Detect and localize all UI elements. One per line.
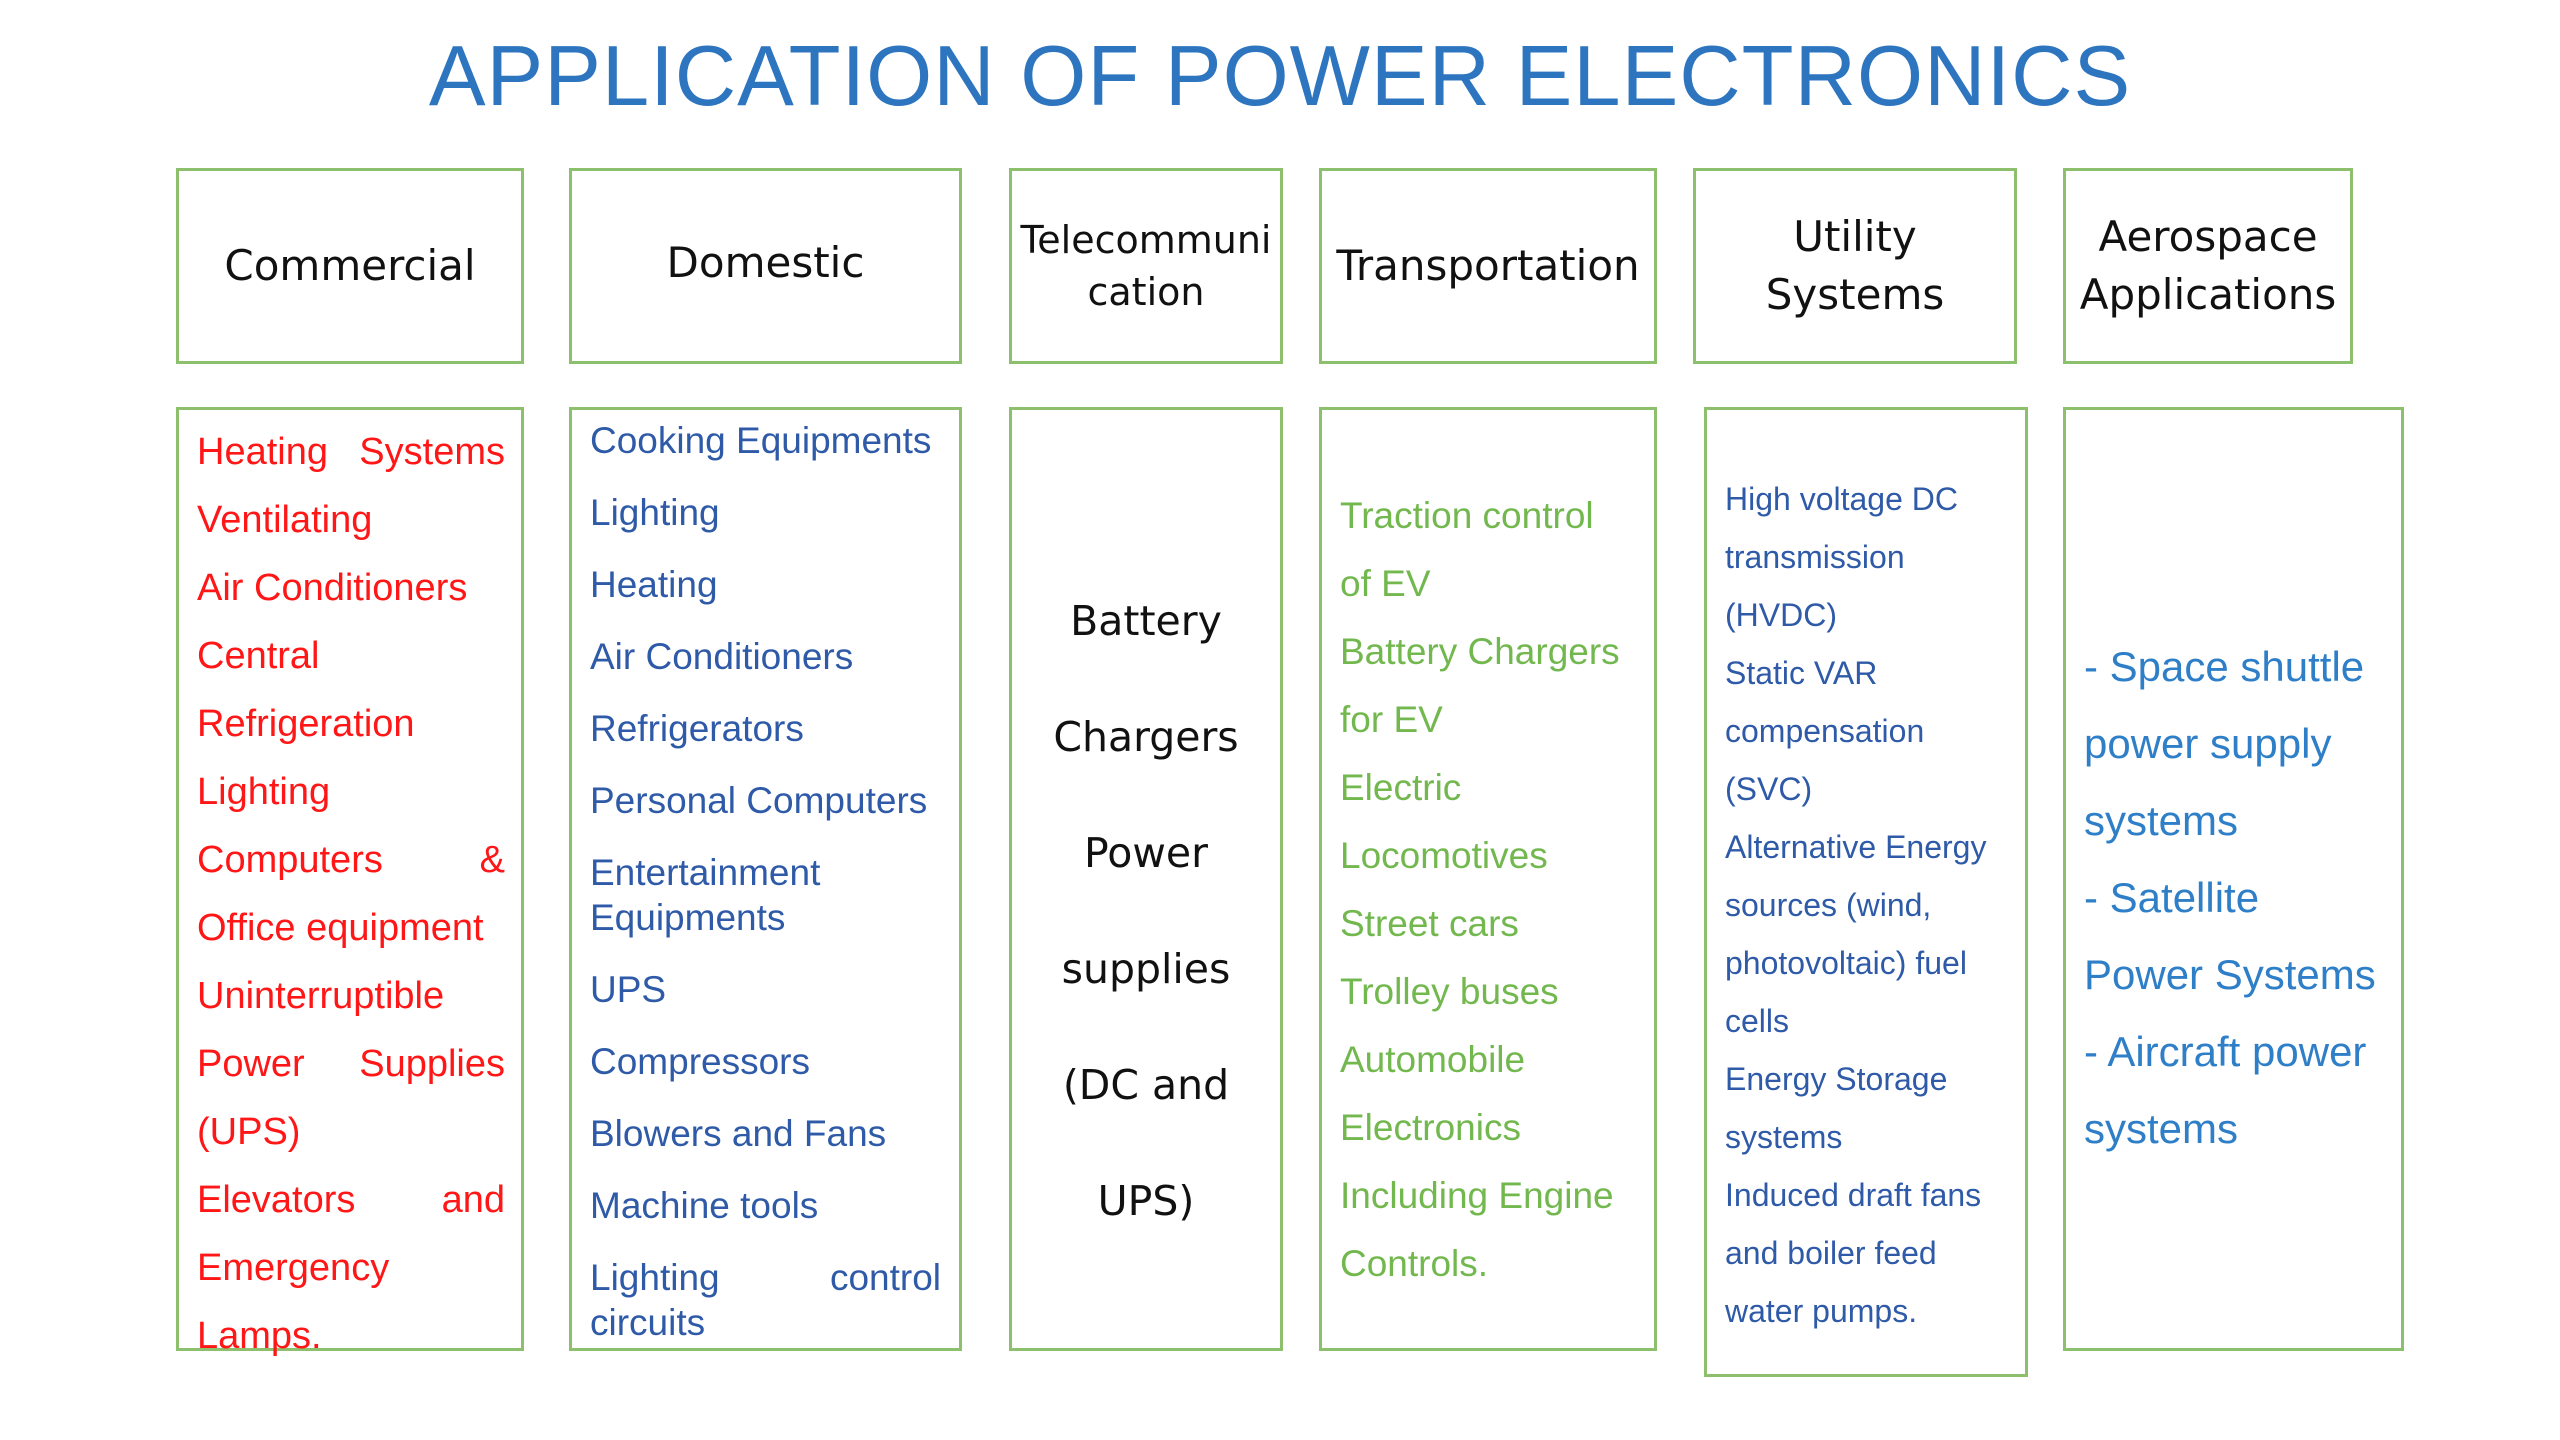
domestic-list: [569, 407, 962, 1351]
header-telecom: [1009, 168, 1283, 364]
aerospace-line: Power Systems: [2084, 951, 2376, 998]
transportation-line: for EV: [1340, 699, 1443, 740]
commercial-item: [197, 690, 505, 758]
commercial-item-text: Heating: [197, 431, 328, 473]
transportation-line: Street cars: [1340, 903, 1519, 944]
commercial-item-text: Refrigeration: [197, 703, 415, 745]
commercial-item-text: Emergency: [197, 1247, 390, 1289]
domestic-item-text: Lighting: [590, 1257, 720, 1298]
commercial-item: [197, 1234, 505, 1302]
domestic-item: [590, 967, 941, 1012]
transportation-line: Electric: [1340, 767, 1462, 808]
header-transportation: [1319, 168, 1657, 364]
commercial-item-text: (UPS): [197, 1111, 301, 1153]
aerospace-list: [2063, 407, 2404, 1351]
header-aerospace-label: Aerospace Applications: [2079, 212, 2337, 319]
commercial-item-text: &: [479, 839, 505, 881]
domestic-item-text: Heating: [590, 564, 718, 605]
commercial-item: [197, 826, 505, 894]
header-domestic: [569, 168, 962, 364]
domestic-item: [590, 1183, 941, 1228]
domestic-item: [590, 562, 941, 607]
domestic-item-text: Lighting: [590, 492, 720, 533]
domestic-item: [590, 1111, 941, 1156]
domestic-item-text: Compressors: [590, 1041, 810, 1082]
transportation-line: of EV: [1340, 563, 1431, 604]
telecom-line: UPS): [1097, 1177, 1195, 1225]
transportation-list: [1319, 407, 1657, 1351]
utility-line: water pumps.: [1725, 1293, 1918, 1329]
transportation-line: Traction control: [1340, 495, 1594, 536]
commercial-list: [176, 407, 524, 1357]
utility-line: High voltage DC: [1725, 481, 1958, 517]
domestic-item: [590, 1300, 941, 1345]
commercial-item: [197, 486, 505, 554]
header-telecom-label: Telecommuni cation: [1020, 218, 1272, 314]
transportation-line: Controls.: [1340, 1243, 1489, 1284]
utility-line: cells: [1725, 1003, 1790, 1039]
utility-line: photovoltaic) fuel: [1725, 945, 1967, 981]
domestic-item-text: control: [829, 1257, 941, 1298]
utility-line: compensation: [1725, 713, 1925, 749]
commercial-item: [197, 962, 505, 1030]
commercial-item-text: Systems: [359, 431, 505, 473]
domestic-item-text: UPS: [590, 969, 667, 1010]
commercial-item: [197, 554, 505, 622]
aerospace-line: - Aircraft power: [2084, 1028, 2367, 1075]
domestic-item-text: Refrigerators: [590, 708, 804, 749]
domestic-item: [590, 634, 941, 679]
utility-line: Induced draft fans: [1725, 1177, 1982, 1213]
header-utility: [1693, 168, 2017, 364]
telecom-list: [1009, 407, 1283, 1351]
domestic-item: [590, 850, 941, 940]
domestic-item-text: Air Conditioners: [590, 636, 854, 677]
aerospace-line: systems: [2084, 1105, 2239, 1152]
commercial-item: [197, 1098, 505, 1166]
domestic-item-text: Entertainment Equipments: [590, 852, 821, 938]
utility-line: (HVDC): [1725, 597, 1837, 633]
transportation-line: Electronics: [1340, 1107, 1521, 1148]
commercial-item: [197, 622, 505, 690]
aerospace-line: systems: [2084, 797, 2239, 844]
utility-line: sources (wind,: [1725, 887, 1932, 923]
commercial-item: [197, 894, 505, 962]
header-commercial-label: Commercial: [224, 241, 476, 290]
utility-line: Energy Storage: [1725, 1061, 1948, 1097]
utility-line: Alternative Energy: [1725, 829, 1987, 865]
commercial-item-text: Central: [197, 635, 320, 677]
utility-line: systems: [1725, 1119, 1843, 1155]
domestic-item: [590, 1039, 941, 1084]
domestic-item-text: circuits: [590, 1302, 706, 1343]
header-utility-label: Utility Systems: [1765, 212, 1945, 319]
domestic-item-text: Cooking Equipments: [590, 420, 932, 461]
aerospace-line: power supply: [2084, 720, 2332, 767]
commercial-item: [197, 418, 505, 486]
aerospace-line: - Satellite: [2084, 874, 2260, 921]
header-aerospace: [2063, 168, 2353, 364]
domestic-item: [590, 418, 941, 463]
commercial-item-text: Elevators: [197, 1179, 356, 1221]
commercial-item-text: Lighting: [197, 771, 331, 813]
utility-list: [1704, 407, 2028, 1377]
domestic-item: [590, 1255, 941, 1300]
commercial-item: [197, 1030, 505, 1098]
domestic-item: [590, 706, 941, 751]
transportation-line: Locomotives: [1340, 835, 1548, 876]
commercial-item: [197, 1302, 505, 1370]
domestic-item-text: Blowers and Fans: [590, 1113, 887, 1154]
commercial-item: [197, 758, 505, 826]
transportation-line: Automobile: [1340, 1039, 1526, 1080]
domestic-item: [590, 778, 941, 823]
commercial-item-text: Office equipment: [197, 907, 484, 949]
utility-line: and boiler feed: [1725, 1235, 1937, 1271]
commercial-item-text: Lamps.: [197, 1315, 322, 1357]
commercial-item-text: Uninterruptible: [197, 975, 445, 1017]
page-title: APPLICATION OF POWER ELECTRONICS: [428, 29, 2132, 124]
commercial-item-text: Supplies: [359, 1043, 505, 1085]
header-transportation-label: Transportation: [1336, 241, 1640, 290]
telecom-line: Power: [1084, 829, 1208, 877]
transportation-line: Battery Chargers: [1340, 631, 1620, 672]
utility-line: transmission: [1725, 539, 1905, 575]
telecom-line: Battery: [1070, 597, 1222, 645]
header-domestic-label: Domestic: [666, 238, 865, 287]
domestic-item-text: Personal Computers: [590, 780, 928, 821]
domestic-item-text: Machine tools: [590, 1185, 819, 1226]
commercial-item-text: Computers: [197, 839, 383, 881]
transportation-line: Including Engine: [1340, 1175, 1614, 1216]
telecom-line: supplies: [1061, 945, 1231, 993]
utility-line: Static VAR: [1725, 655, 1878, 691]
domestic-item: [590, 490, 941, 535]
telecom-line: (DC and: [1062, 1061, 1230, 1109]
commercial-item-text: Air Conditioners: [197, 567, 468, 609]
header-commercial: [176, 168, 524, 364]
telecom-line: Chargers: [1053, 713, 1239, 761]
commercial-item-text: Ventilating: [197, 499, 373, 541]
aerospace-line: - Space shuttle: [2084, 643, 2365, 690]
commercial-item: [197, 1166, 505, 1234]
utility-line: (SVC): [1725, 771, 1813, 807]
commercial-item-text: and: [441, 1179, 505, 1221]
commercial-item-text: Power: [197, 1043, 305, 1085]
transportation-line: Trolley buses: [1340, 971, 1559, 1012]
